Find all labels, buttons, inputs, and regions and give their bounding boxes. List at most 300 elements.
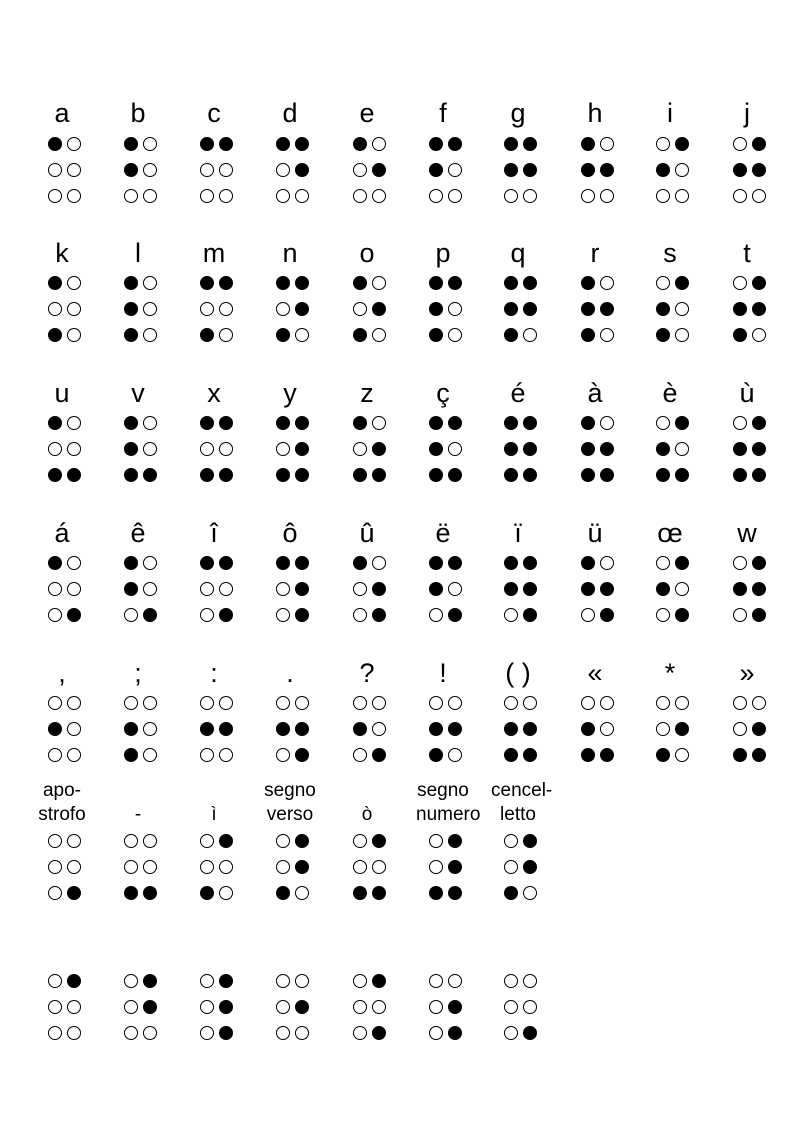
braille-dots [35, 276, 89, 356]
raised-dot [600, 748, 614, 762]
flat-dot [67, 722, 81, 736]
braille-dots [263, 834, 317, 914]
flat-dot [372, 722, 386, 736]
braille-dots [416, 416, 470, 496]
raised-dot [219, 722, 233, 736]
raised-dot [372, 468, 386, 482]
flat-dot [67, 416, 81, 430]
raised-dot [124, 442, 138, 456]
raised-dot [523, 442, 537, 456]
raised-dot [200, 276, 214, 290]
raised-dot [733, 582, 747, 596]
raised-dot [504, 442, 518, 456]
flat-dot [67, 137, 81, 151]
braille-dots [416, 276, 470, 356]
cell-label: u [54, 378, 70, 408]
flat-dot [752, 696, 766, 710]
flat-dot [581, 696, 595, 710]
cell-label: m [202, 238, 226, 268]
flat-dot [656, 189, 670, 203]
cell-label-line2: - [134, 804, 142, 825]
flat-dot [675, 302, 689, 316]
flat-dot [48, 189, 62, 203]
raised-dot [504, 582, 518, 596]
cell-label: ï [514, 518, 522, 548]
raised-dot [448, 468, 462, 482]
braille-dots [720, 137, 774, 217]
raised-dot [429, 582, 443, 596]
raised-dot [523, 608, 537, 622]
flat-dot [219, 163, 233, 177]
raised-dot [656, 468, 670, 482]
raised-dot [219, 556, 233, 570]
raised-dot [656, 302, 670, 316]
raised-dot [600, 468, 614, 482]
raised-dot [675, 416, 689, 430]
braille-dots [340, 696, 394, 776]
raised-dot [504, 886, 518, 900]
flat-dot [143, 442, 157, 456]
braille-dots [111, 974, 165, 1054]
flat-dot [656, 608, 670, 622]
flat-dot [200, 582, 214, 596]
flat-dot [675, 328, 689, 342]
raised-dot [295, 468, 309, 482]
cell-label: ô [282, 518, 298, 548]
flat-dot [656, 137, 670, 151]
flat-dot [600, 328, 614, 342]
flat-dot [675, 189, 689, 203]
raised-dot [219, 1000, 233, 1014]
flat-dot [504, 1000, 518, 1014]
braille-dots [720, 696, 774, 776]
raised-dot [276, 886, 290, 900]
flat-dot [523, 696, 537, 710]
raised-dot [276, 556, 290, 570]
raised-dot [523, 834, 537, 848]
flat-dot [48, 608, 62, 622]
raised-dot [675, 276, 689, 290]
flat-dot [581, 189, 595, 203]
raised-dot [504, 748, 518, 762]
raised-dot [372, 834, 386, 848]
raised-dot [752, 163, 766, 177]
braille-dots [187, 974, 241, 1054]
raised-dot [581, 442, 595, 456]
flat-dot [372, 556, 386, 570]
flat-dot [353, 748, 367, 762]
cell-label: ê [130, 518, 146, 548]
raised-dot [295, 748, 309, 762]
raised-dot [48, 722, 62, 736]
braille-dots [263, 556, 317, 636]
flat-dot [523, 189, 537, 203]
raised-dot [124, 416, 138, 430]
flat-dot [48, 442, 62, 456]
braille-dots [340, 834, 394, 914]
cell-label-line2: ò [361, 804, 373, 825]
raised-dot [504, 416, 518, 430]
flat-dot [600, 276, 614, 290]
flat-dot [733, 556, 747, 570]
braille-dots [416, 834, 470, 914]
flat-dot [124, 608, 138, 622]
raised-dot [504, 276, 518, 290]
cell-label-line2: strofo [38, 804, 86, 825]
flat-dot [353, 608, 367, 622]
raised-dot [523, 556, 537, 570]
flat-dot [143, 189, 157, 203]
cell-label: q [510, 238, 526, 268]
braille-dots [263, 974, 317, 1054]
raised-dot [581, 328, 595, 342]
flat-dot [48, 302, 62, 316]
raised-dot [200, 722, 214, 736]
raised-dot [219, 276, 233, 290]
flat-dot [200, 834, 214, 848]
flat-dot [48, 834, 62, 848]
flat-dot [276, 1026, 290, 1040]
raised-dot [200, 556, 214, 570]
cell-label: d [282, 98, 298, 128]
raised-dot [295, 302, 309, 316]
raised-dot [448, 608, 462, 622]
cell-label: l [135, 238, 141, 268]
cell-label: r [590, 238, 600, 268]
braille-dots [35, 137, 89, 217]
braille-dots [643, 556, 697, 636]
flat-dot [200, 163, 214, 177]
cell-label: œ [657, 518, 683, 548]
flat-dot [276, 302, 290, 316]
braille-dots [187, 556, 241, 636]
braille-dots [416, 974, 470, 1054]
flat-dot [67, 189, 81, 203]
flat-dot [733, 416, 747, 430]
flat-dot [67, 582, 81, 596]
raised-dot [656, 328, 670, 342]
cell-label: : [210, 658, 218, 688]
raised-dot [429, 468, 443, 482]
flat-dot [67, 442, 81, 456]
raised-dot [429, 556, 443, 570]
flat-dot [353, 834, 367, 848]
cell-label: ù [739, 378, 755, 408]
flat-dot [372, 189, 386, 203]
flat-dot [733, 608, 747, 622]
flat-dot [219, 696, 233, 710]
flat-dot [67, 834, 81, 848]
raised-dot [600, 608, 614, 622]
flat-dot [48, 582, 62, 596]
flat-dot [448, 328, 462, 342]
braille-dots [491, 416, 545, 496]
cell-label: s [663, 238, 677, 268]
raised-dot [523, 302, 537, 316]
raised-dot [200, 886, 214, 900]
braille-dots [35, 556, 89, 636]
flat-dot [143, 302, 157, 316]
raised-dot [124, 722, 138, 736]
flat-dot [295, 189, 309, 203]
braille-dots [491, 696, 545, 776]
flat-dot [372, 276, 386, 290]
flat-dot [67, 328, 81, 342]
raised-dot [504, 328, 518, 342]
cell-label: û [359, 518, 375, 548]
flat-dot [143, 582, 157, 596]
raised-dot [675, 556, 689, 570]
raised-dot [200, 137, 214, 151]
flat-dot [67, 1000, 81, 1014]
cell-label: ; [134, 658, 142, 688]
raised-dot [656, 748, 670, 762]
flat-dot [429, 1026, 443, 1040]
flat-dot [143, 748, 157, 762]
raised-dot [429, 328, 443, 342]
raised-dot [448, 556, 462, 570]
raised-dot [448, 860, 462, 874]
flat-dot [276, 608, 290, 622]
flat-dot [143, 328, 157, 342]
cell-label: w [737, 518, 757, 548]
braille-dots [720, 416, 774, 496]
raised-dot [219, 416, 233, 430]
flat-dot [733, 276, 747, 290]
flat-dot [600, 189, 614, 203]
flat-dot [733, 137, 747, 151]
flat-dot [276, 696, 290, 710]
flat-dot [600, 696, 614, 710]
flat-dot [276, 834, 290, 848]
cell-label: v [131, 378, 145, 408]
raised-dot [372, 582, 386, 596]
raised-dot [675, 137, 689, 151]
flat-dot [504, 834, 518, 848]
braille-dots [111, 556, 165, 636]
raised-dot [295, 416, 309, 430]
raised-dot [581, 582, 595, 596]
raised-dot [124, 468, 138, 482]
raised-dot [67, 974, 81, 988]
cell-label: á [54, 518, 70, 548]
raised-dot [295, 442, 309, 456]
raised-dot [656, 163, 670, 177]
flat-dot [200, 442, 214, 456]
raised-dot [752, 722, 766, 736]
cell-label: z [360, 378, 374, 408]
flat-dot [675, 163, 689, 177]
raised-dot [143, 608, 157, 622]
cell-label-line1: apo- [42, 780, 82, 801]
flat-dot [67, 860, 81, 874]
raised-dot [353, 468, 367, 482]
raised-dot [219, 974, 233, 988]
flat-dot [48, 1000, 62, 1014]
raised-dot [124, 137, 138, 151]
raised-dot [523, 860, 537, 874]
flat-dot [276, 442, 290, 456]
braille-dots [111, 276, 165, 356]
flat-dot [448, 302, 462, 316]
raised-dot [48, 468, 62, 482]
flat-dot [372, 1000, 386, 1014]
cell-label-line1: cencel- [491, 780, 553, 801]
raised-dot [504, 556, 518, 570]
flat-dot [581, 608, 595, 622]
raised-dot [733, 163, 747, 177]
braille-dots [187, 696, 241, 776]
braille-dots [35, 834, 89, 914]
braille-dots [643, 137, 697, 217]
raised-dot [448, 1000, 462, 1014]
flat-dot [276, 189, 290, 203]
raised-dot [353, 328, 367, 342]
raised-dot [124, 163, 138, 177]
flat-dot [219, 328, 233, 342]
flat-dot [48, 163, 62, 177]
raised-dot [219, 834, 233, 848]
flat-dot [600, 556, 614, 570]
raised-dot [448, 834, 462, 848]
cell-label: p [435, 238, 451, 268]
raised-dot [124, 276, 138, 290]
raised-dot [295, 608, 309, 622]
flat-dot [219, 302, 233, 316]
braille-dots [340, 974, 394, 1054]
braille-dots [491, 137, 545, 217]
raised-dot [675, 468, 689, 482]
raised-dot [581, 276, 595, 290]
raised-dot [143, 974, 157, 988]
cell-label: h [587, 98, 603, 128]
raised-dot [48, 137, 62, 151]
raised-dot [276, 722, 290, 736]
raised-dot [295, 556, 309, 570]
raised-dot [429, 137, 443, 151]
raised-dot [295, 137, 309, 151]
flat-dot [353, 974, 367, 988]
raised-dot [752, 137, 766, 151]
braille-dots [111, 416, 165, 496]
raised-dot [523, 722, 537, 736]
raised-dot [581, 468, 595, 482]
raised-dot [600, 302, 614, 316]
raised-dot [429, 442, 443, 456]
cell-label: « [587, 658, 603, 688]
flat-dot [429, 696, 443, 710]
flat-dot [600, 137, 614, 151]
flat-dot [429, 860, 443, 874]
raised-dot [733, 302, 747, 316]
raised-dot [67, 608, 81, 622]
flat-dot [48, 748, 62, 762]
braille-dots [187, 276, 241, 356]
flat-dot [124, 860, 138, 874]
raised-dot [752, 442, 766, 456]
flat-dot [200, 302, 214, 316]
flat-dot [372, 860, 386, 874]
cell-label: y [283, 378, 297, 408]
cell-label: n [282, 238, 298, 268]
flat-dot [353, 163, 367, 177]
raised-dot [523, 137, 537, 151]
cell-label-line2: letto [500, 804, 536, 825]
flat-dot [124, 696, 138, 710]
braille-dots [568, 416, 622, 496]
raised-dot [429, 163, 443, 177]
raised-dot [219, 608, 233, 622]
cell-label: ( ) [505, 658, 531, 688]
raised-dot [372, 886, 386, 900]
raised-dot [581, 137, 595, 151]
raised-dot [124, 556, 138, 570]
raised-dot [523, 416, 537, 430]
raised-dot [656, 582, 670, 596]
flat-dot [372, 328, 386, 342]
flat-dot [276, 582, 290, 596]
flat-dot [733, 189, 747, 203]
flat-dot [67, 276, 81, 290]
flat-dot [276, 860, 290, 874]
raised-dot [429, 886, 443, 900]
braille-dots [111, 137, 165, 217]
flat-dot [200, 748, 214, 762]
cell-label: k [55, 238, 69, 268]
flat-dot [429, 834, 443, 848]
flat-dot [353, 302, 367, 316]
raised-dot [124, 582, 138, 596]
flat-dot [219, 748, 233, 762]
raised-dot [295, 1000, 309, 1014]
cell-label: b [130, 98, 146, 128]
flat-dot [504, 974, 518, 988]
braille-dots [491, 276, 545, 356]
flat-dot [143, 276, 157, 290]
flat-dot [429, 189, 443, 203]
braille-dots [263, 416, 317, 496]
flat-dot [523, 886, 537, 900]
flat-dot [656, 276, 670, 290]
raised-dot [429, 722, 443, 736]
raised-dot [656, 442, 670, 456]
flat-dot [276, 748, 290, 762]
braille-dots [416, 556, 470, 636]
raised-dot [448, 276, 462, 290]
braille-dots [340, 416, 394, 496]
flat-dot [200, 1026, 214, 1040]
flat-dot [48, 886, 62, 900]
flat-dot [675, 748, 689, 762]
flat-dot [353, 860, 367, 874]
cell-label-line1: segno [264, 780, 316, 801]
braille-dots [416, 137, 470, 217]
flat-dot [372, 137, 386, 151]
raised-dot [372, 163, 386, 177]
raised-dot [752, 276, 766, 290]
flat-dot [276, 1000, 290, 1014]
flat-dot [143, 696, 157, 710]
flat-dot [143, 137, 157, 151]
raised-dot [219, 137, 233, 151]
raised-dot [523, 276, 537, 290]
flat-dot [67, 556, 81, 570]
raised-dot [429, 748, 443, 762]
raised-dot [372, 1026, 386, 1040]
flat-dot [295, 1026, 309, 1040]
raised-dot [200, 328, 214, 342]
raised-dot [295, 582, 309, 596]
